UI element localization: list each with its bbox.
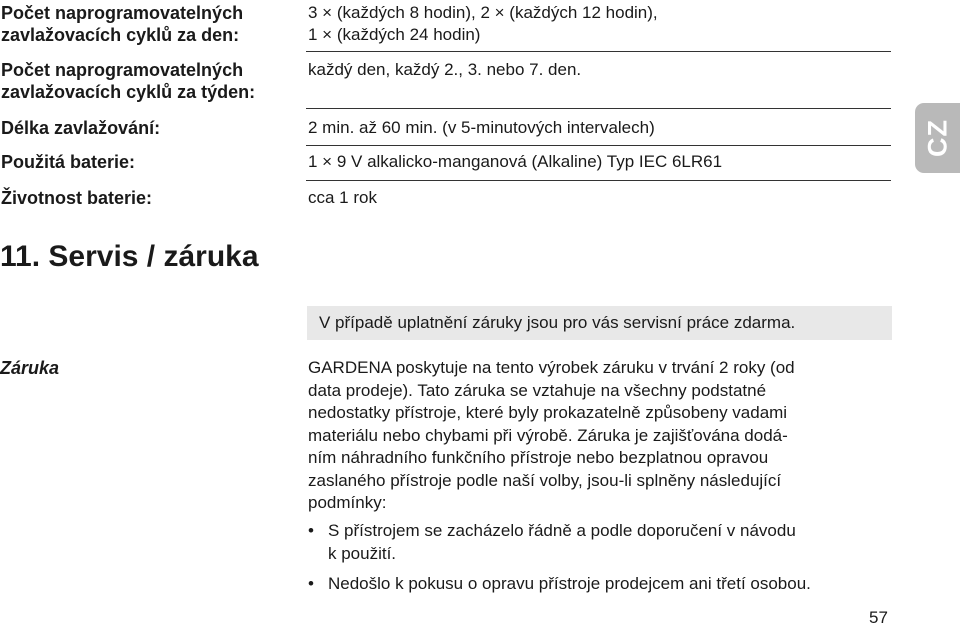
condition-line: S přístrojem se zacházelo řádně a podle doporučení v návodu (328, 521, 796, 540)
table-divider (306, 108, 891, 109)
spec-value (308, 2, 888, 46)
service-notice (307, 306, 892, 340)
warranty-line: nedostatky přístroje, které byly prokazatelně způsobeny vadami (308, 403, 788, 422)
warranty-line: materiálu nebo chybami při výrobě. Záruka je zajišťována dodá- (308, 425, 788, 445)
spec-value-line: 1 × 9 V alkalicko-manganová (Alkaline) Typ IEC 6LR61 (308, 152, 723, 171)
spec-value (308, 59, 888, 81)
spec-label (1, 117, 301, 139)
warranty-line: podmínky: (308, 493, 387, 512)
warranty-line: zaslaného přístroje podle naší volby, jsou-li splněny následující (308, 470, 782, 490)
bullet-icon: • (308, 574, 314, 593)
warranty-text (308, 357, 893, 515)
table-divider (306, 180, 891, 181)
warranty-line: GARDENA poskytuje na tento výrobek záruku v trvání 2 roky (od (308, 358, 795, 377)
warranty-conditions-list (308, 520, 893, 596)
spec-value-line: 3 × (každých 8 hodin), 2 × (každých 12 hodin), (308, 3, 658, 22)
warranty-line: ním náhradního funkčního přístroje nebo bezplatnou opravou (308, 448, 769, 467)
spec-value (308, 151, 888, 173)
page-number: 57 (869, 608, 888, 627)
spec-label-line: Počet naprogramovatelných (1, 3, 244, 23)
table-divider (306, 51, 891, 52)
language-tab (915, 103, 960, 173)
spec-label (1, 59, 301, 103)
spec-label-line: zavlažovacích cyklů za týden: (1, 82, 256, 102)
spec-label (1, 2, 301, 46)
table-divider (306, 145, 891, 146)
spec-label-line: Životnost baterie: (1, 188, 153, 208)
condition-line: k použití. (328, 543, 397, 563)
spec-label (1, 187, 301, 209)
service-notice-text: V případě uplatnění záruky jsou pro vás servisní práce zdarma. (319, 313, 796, 332)
spec-label-line: Počet naprogramovatelných (1, 60, 244, 80)
language-code: CZ (922, 119, 952, 157)
bullet-icon: • (308, 521, 314, 540)
condition-line: Nedošlo k pokusu o opravu přístroje prodejcem ani třetí osobou. (328, 574, 811, 593)
spec-value-line: cca 1 rok (308, 188, 377, 207)
spec-value-line: 2 min. až 60 min. (v 5-minutových intervalech) (308, 118, 655, 137)
section-heading: 11. Servis / záruka (0, 240, 259, 273)
list-item (308, 573, 893, 596)
spec-label-line: Použitá baterie: (1, 152, 136, 172)
spec-label (1, 151, 301, 173)
spec-label-line: zavlažovacích cyklů za den: (1, 25, 240, 45)
warranty-label: Záruka (0, 358, 60, 378)
spec-value-line: 1 × (každých 24 hodin) (308, 25, 481, 44)
warranty-line: data prodeje). Tato záruka se vztahuje na všechny podstatné (308, 380, 767, 400)
spec-value-line: každý den, každý 2., 3. nebo 7. den. (308, 60, 582, 79)
spec-label-line: Délka zavlažování: (1, 118, 161, 138)
spec-value (308, 117, 888, 139)
spec-value (308, 187, 888, 209)
list-item (308, 520, 893, 565)
